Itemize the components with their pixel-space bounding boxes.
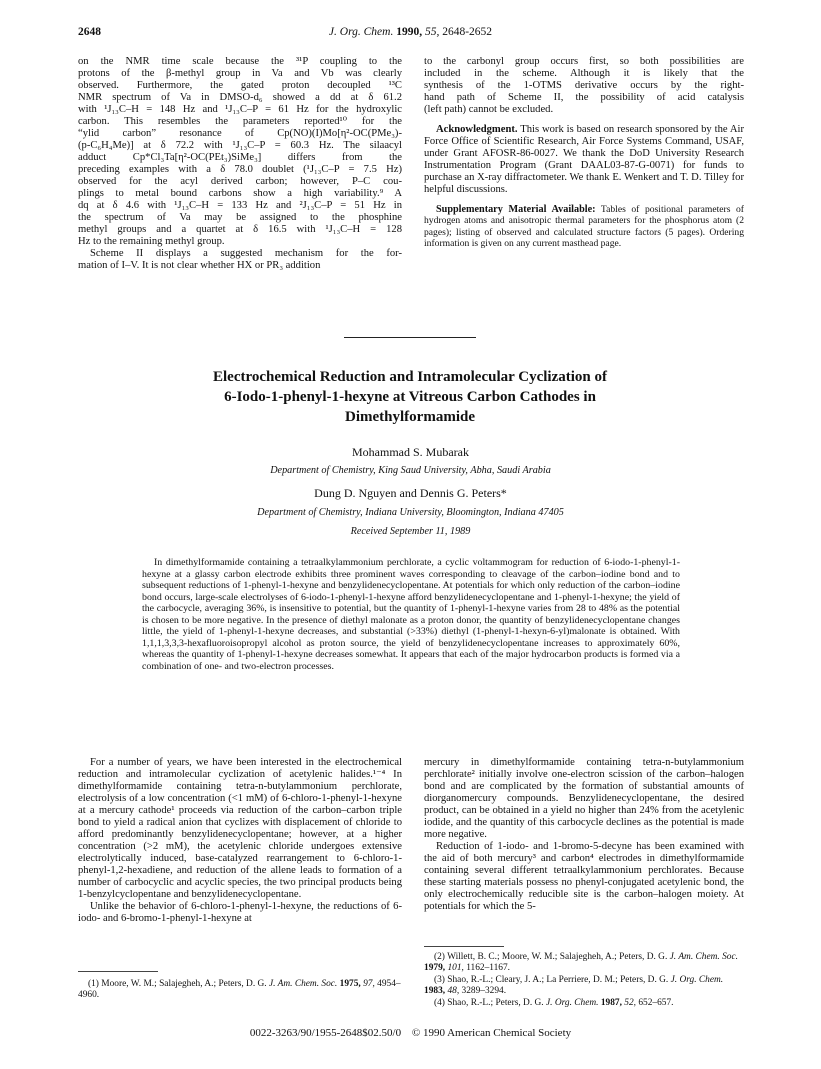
journal-pages: 2648-2652 [442,26,493,38]
footnotes-left [78,979,402,1001]
article-title [150,367,670,427]
footnote-year: 1987, [600,998,622,1008]
text-line: dq at δ 4.6 with ¹J₁₃C–H = 133 Hz and ²J₁₃C–P = 51 Hz in [78,200,402,211]
footnote-authors: (4) Shao, R.-L.; Peters, D. G. [434,998,544,1008]
prev-left-column [78,56,402,272]
text-line: plings to metal bound carbons show a high variability.⁹ A [78,188,402,199]
text-line: hand path of Scheme II, the possibility of acid catalysis [424,92,744,103]
text-line: preceding examples with a δ 78.0 doublet (¹J₁₃C–P = 7.5 Hz) [78,164,402,175]
footnote-journal: J. Am. Chem. Soc. [268,979,338,989]
running-header [0,26,821,42]
affiliation-2: Department of Chemistry, Indiana University, Bloomington, Indiana 47405 [257,507,564,518]
supp-text: Tables of positional parameters of hydrogen atoms and anisotropic thermal parameters for the phosphorus atom (2 pages); listing of observed and calculated structure factors (5 pages). Ordering information is given on any current masthead page. [424,204,744,250]
footnote-3 [424,975,744,997]
journal-volume: 55, [424,26,440,38]
footnote-journal: J. Am. Chem. Soc. [669,952,738,962]
text-line: adduct Cp*Cl₃Ta[η²-OC(PEt₃)SiMe₃] differs from the [78,152,402,163]
footnote-year: 1979, [424,963,446,973]
footnote-journal: J. Org. Chem. [670,975,724,985]
ack-heading: Acknowledgment. [436,124,518,135]
supplementary-material [424,204,744,250]
page-footer [0,1027,821,1039]
ack-text: This work is based on research sponsored by the Air Force Office of Scientific Research, Air Force Systems Command, USAF, under Grant AFOSR-86-0027. We thank the DoD University Research Instrumentation Program (Grant DAAL03-87-G-0071) for funds to purchase an X-ray diffractometer. We thank E. Wenkert and T. D. Tilley for helpful discussions. [424,124,744,195]
footnote-2 [424,952,744,974]
footnote-year: 1975, [339,979,361,989]
body-right-column [424,757,744,913]
author-1: Mohammad S. Mubarak [352,445,469,459]
footnote-authors: (1) Moore, W. M.; Salajegheh, A.; Peters, D. G. [88,979,267,989]
body-left-column [78,757,402,925]
text-line: included in the scheme. Although it is likely that the [424,68,744,79]
abstract [142,557,680,672]
text-line: Scheme II displays a suggested mechanism for the for- [90,248,402,259]
text-line: with ¹J₁₃C–H = 148 Hz and ¹J₁₃C–P = 61 Hz for the hydroxylic [78,104,402,115]
text-line: carbon. This resembles the parameters reported¹⁰ for the [78,116,402,127]
footnote-journal: J. Org. Chem. [545,998,599,1008]
text-line: protons of the β-methyl group in Va and Vb was clearly [78,68,402,79]
text-line: observed for the acyl derived carbon; however, P–C cou- [78,176,402,187]
scheme-ii-paragraph [78,248,402,272]
footnote-volume: 48, [447,986,460,996]
abstract-text: In dimethylformamide containing a tetraalkylammonium perchlorate, a cyclic voltammogram for reduction of 6-iodo-1-phenyl-1-hexyne at a glassy carbon electrode exhibits three prominent waves corresponding to cleavage of the carbon–iodine bond and to subsequent reductions of 1-phenyl-1-hexyne and benzylidenecyclopentane. At potentials for which only reduction of the carbon–iodine bond occurs, large-scale electrolyses of 6-iodo-1-phenyl-1-hexyne afford benzylidenecyclopentane and 1-phenyl-1-hexyne; the yield of the carbocycle, averaging 36%, is insensitive to potential, but the quantity of 1-phenyl-1-hexyne varies from 28 to 48% as the potential is chosen to be more negative. In the presence of diethyl malonate as a proton donor, the quantity of benzylidenecyclopentane changes little, the yield of 1-phenyl-1-hexyne decreases, and substantial (>33%) diethyl (1-phenyl-1-hexyn-6-yl)malonate is obtained. With 1,1,1,3,3,3-hexafluoroisopropyl alcohol as proton source, the yield of benzylidenecyclopentane increases to approximately 60%, whereas the quantity of 1-phenyl-1-hexyne decreases somewhat. It appears that each of the major hydrocarbon products is formed via a combination of one- and two-electron processes. [142,557,680,672]
footnote-authors: (2) Willett, B. C.; Moore, W. M.; Salajegheh, A.; Peters, D. G. [434,952,668,962]
text-line: on the NMR time scale because the ³¹P coupling to the [78,56,402,67]
author-2: Dung D. Nguyen and Dennis G. Peters* [314,486,507,500]
article-separator [344,337,476,338]
text-line: synthesis of the 1-OTMS derivative occurs by the right- [424,80,744,91]
title-line: 6-Iodo-1-phenyl-1-hexyne at Vitreous Carbon Cathodes in [224,389,596,405]
copyright: © 1990 American Chemical Society [411,1027,572,1039]
acknowledgment [424,124,744,196]
footnote-pages: 3289–3294. [461,986,507,996]
footnote-rule [424,946,504,947]
body-paragraph: Reduction of 1-iodo- and 1-bromo-5-decyne has been examined with the aid of both mercury³ and carbon⁴ electrodes in dimethylformamide containing several different tetraalkylammonium perchlorates. Because these starting materials possess no phenyl-conjugated acetylenic bond, the only electrochemically reducible site is the carbon–halogen moiety. At potentials for which the 5- [424,841,744,912]
article-code: 0022-3263/90/1955-2648$02.50/0 [249,1027,402,1039]
text-line: the spectrum of Va may be assigned to the phosphine [78,212,402,223]
footnote-volume: 101, [447,963,464,973]
footnote-year: 1983, [424,986,446,996]
footnote-pages: 4954–4960. [78,979,401,1000]
journal-year: 1990, [396,26,423,38]
title-line: Dimethylformamide [345,409,475,425]
text-line: Hz to the remaining methyl group. [78,236,225,247]
footnote-volume: 52, [624,998,636,1008]
text-line: to the carbonyl group occurs first, so both possibilities are [424,56,744,67]
prev-left-text [78,56,402,248]
supp-heading: Supplementary Material Available: [436,204,596,215]
page-number: 2648 [78,26,101,38]
footnote-pages: 1162–1167. [466,963,511,973]
footnote-rule [78,971,158,972]
footnote-1 [78,979,402,1001]
journal-citation [0,26,821,38]
prev-right-column [424,56,744,250]
journal-name: J. Org. Chem. [328,26,394,38]
footnote-authors: (3) Shao, R.-L.; Cleary, J. A.; La Perriere, D. M.; Peters, D. G. [434,975,669,985]
received-date: Received September 11, 1989 [350,526,471,537]
footnote-4 [424,998,744,1009]
prev-right-text [424,56,744,116]
text-line: (p-C₆H₄Me)] at δ 72.2 with ¹J₁₃C–P = 60.3 Hz. The silaacyl [78,140,402,151]
text-line: NMR spectrum of Va in DMSO-d₆ showed a dd at δ 61.2 [78,92,402,103]
footnote-volume: 97, [363,979,375,989]
text-line: (left path) cannot be excluded. [424,104,554,115]
body-paragraph: mercury in dimethylformamide containing tetra-n-butylammonium perchlorate² initially involve one-electron scission of the carbon–halogen bond and are complicated by the formation of substantial amounts of diorganomercury compounds. Benzylidenecyclopentane, the desired product, can be obtained in a yield no higher than 24% from the acetylenic iodide, and the quantity of this carbocycle declines as the potential is made more negative. [424,757,744,840]
text-line: methyl groups and a quartet at δ 16.5 with ¹J₁₃C–H = 128 [78,224,402,235]
text-line: observed. Furthermore, the gated proton decoupled ¹³C [78,80,402,91]
affiliation-1: Department of Chemistry, King Saud University, Abha, Saudi Arabia [270,465,551,476]
text-line: mation of I–V. It is not clear whether HX or PR₃ addition [78,260,321,271]
body-paragraph: For a number of years, we have been interested in the electrochemical reduction and intramolecular cyclization of acetylenic halides.¹⁻⁴ In dimethylformamide containing tetra-n-butylammonium perchlorate, electrolysis of a low concentration (<1 mM) of 6-chloro-1-phenyl-1-hexyne at a mercury cathode¹ proceeds via reduction of the carbon–carbon triple bond to yield a radical anion that cyclizes with displacement of chloride to afford predominantly benzylidenecyclopentane; however, at a higher concentration (>2 mM), the acetylenic chloride undergoes extensive electrolytically induced, base-catalyzed rearrangement to 6-chloro-1-phenyl-1,2-hexadiene, and reduction of the allene leads to formation of a number of carbocyclic and acyclic species, the two principal products being 1-benzylcyclopentane and benzylidenecyclopentane. [78,757,402,900]
title-line: Electrochemical Reduction and Intramolecular Cyclization of [213,369,607,385]
body-paragraph: Unlike the behavior of 6-chloro-1-phenyl-1-hexyne, the reductions of 6-iodo- and 6-bromo-1-phenyl-1-hexyne at [78,901,402,924]
text-line: “ylid carbon” resonance of Cp(NO)(I)Mo[η²-OC(PMe₃)- [78,128,402,139]
footnotes-right [424,952,744,1009]
footnote-pages: 652–657. [638,998,674,1008]
